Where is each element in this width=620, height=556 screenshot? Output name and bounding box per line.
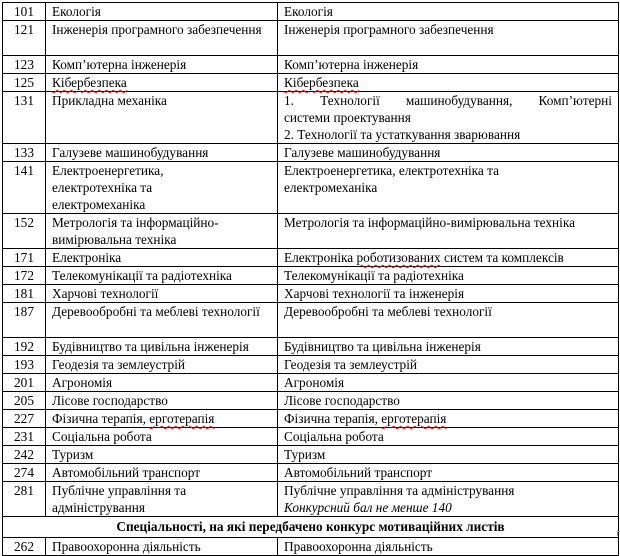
program-text: Фізична терапія, xyxy=(284,411,382,426)
table-row xyxy=(3,162,619,214)
table-row xyxy=(3,74,619,92)
specialty-cell: Геодезія та землеустрій xyxy=(46,356,278,374)
program-cell: Туризм xyxy=(278,446,619,464)
table-row xyxy=(3,338,619,356)
table-row xyxy=(3,3,619,21)
specialty-cell: Телекомунікації та радіотехніка xyxy=(46,267,278,285)
program-cell: Екологія xyxy=(278,3,619,21)
specialty-cell: Електроніка xyxy=(46,249,278,267)
program-cell: Соціальна робота xyxy=(278,428,619,446)
program-cell xyxy=(278,482,619,517)
program-cell: Метрологія та інформаційно-вимірювальна техніка xyxy=(278,214,619,249)
specialty-cell: Електроенергетика, електротехніка та електромеханіка xyxy=(46,162,278,214)
program-cell: Харчові технології та інженерія xyxy=(278,285,619,303)
code-cell: 281 xyxy=(3,482,46,517)
code-cell: 205 xyxy=(3,392,46,410)
specialty-cell: Інженерія програмного забезпечення xyxy=(46,21,278,56)
code-cell: 101 xyxy=(3,3,46,21)
section-header-row xyxy=(3,517,619,538)
code-cell: 141 xyxy=(3,162,46,214)
program-cell xyxy=(278,92,619,144)
specialty-text: Фізична терапія, xyxy=(52,411,150,426)
program-text: систем та комплексів xyxy=(440,250,564,265)
specialty-cell xyxy=(46,410,278,428)
code-cell: 193 xyxy=(3,356,46,374)
table-row xyxy=(3,538,619,556)
specialty-cell: Туризм xyxy=(46,446,278,464)
code-cell: 123 xyxy=(3,56,46,74)
specialty-cell: Будівництво та цивільна інженерія xyxy=(46,338,278,356)
table-row xyxy=(3,410,619,428)
code-cell: 227 xyxy=(3,410,46,428)
table-row xyxy=(3,303,619,338)
code-cell: 274 xyxy=(3,464,46,482)
table-row xyxy=(3,249,619,267)
code-cell: 171 xyxy=(3,249,46,267)
specialty-cell xyxy=(46,74,278,92)
specialty-cell: Автомобільний транспорт xyxy=(46,464,278,482)
specialty-cell: Лісове господарство xyxy=(46,392,278,410)
code-cell: 172 xyxy=(3,267,46,285)
program-cell: Будівництво та цивільна інженерія xyxy=(278,338,619,356)
table-row xyxy=(3,392,619,410)
specialty-cell: Деревообробні та меблеві технології xyxy=(46,303,278,338)
program-cell: Правоохоронна діяльність xyxy=(278,538,619,556)
program-cell xyxy=(278,410,619,428)
program-line: 1. Технології машинобудування, Комп’ютерні xyxy=(284,93,612,108)
code-cell: 242 xyxy=(3,446,46,464)
spellcheck-word: ерготерапія xyxy=(149,411,215,426)
table-row xyxy=(3,356,619,374)
program-cell: Інженерія програмного забезпечення xyxy=(278,21,619,56)
table-row xyxy=(3,464,619,482)
code-cell: 131 xyxy=(3,92,46,144)
table-row xyxy=(3,482,619,517)
program-cell: Лісове господарство xyxy=(278,392,619,410)
document-page xyxy=(2,2,618,556)
table-row xyxy=(3,285,619,303)
spellcheck-word: Кібербезпека xyxy=(52,75,127,90)
program-cell: Галузеве машинобудування xyxy=(278,144,619,162)
table-row xyxy=(3,21,619,56)
specialty-cell: Правоохоронна діяльність xyxy=(46,538,278,556)
program-cell: Геодезія та землеустрій xyxy=(278,356,619,374)
code-cell: 121 xyxy=(3,21,46,56)
code-cell: 192 xyxy=(3,338,46,356)
code-cell: 133 xyxy=(3,144,46,162)
table-row xyxy=(3,446,619,464)
program-cell: Телекомунікації та радіотехніка xyxy=(278,267,619,285)
code-cell: 181 xyxy=(3,285,46,303)
program-cell: Комп’ютерна інженерія xyxy=(278,56,619,74)
code-cell: 187 xyxy=(3,303,46,338)
code-cell: 231 xyxy=(3,428,46,446)
specialty-cell: Галузеве машинобудування xyxy=(46,144,278,162)
table-row xyxy=(3,374,619,392)
specialty-cell: Комп’ютерна інженерія xyxy=(46,56,278,74)
specialty-cell: Прикладна механіка xyxy=(46,92,278,144)
table-row xyxy=(3,144,619,162)
section-title: Спеціальності, на які передбачено конкурс мотиваційних листів xyxy=(3,517,619,538)
table-row xyxy=(3,267,619,285)
code-cell: 125 xyxy=(3,74,46,92)
program-text: Електроніка xyxy=(284,250,357,265)
program-text: Публічне управління та адміністрування xyxy=(284,483,515,498)
specialty-cell: Соціальна робота xyxy=(46,428,278,446)
spellcheck-word: ерготерапія xyxy=(381,411,447,426)
table-row xyxy=(3,428,619,446)
table-row xyxy=(3,92,619,144)
program-cell xyxy=(278,249,619,267)
program-cell: Електроенергетика, електротехніка та електромеханіка xyxy=(278,162,619,214)
specialty-cell: Харчові технології xyxy=(46,285,278,303)
specialty-cell: Метрологія та інформаційно-вимірювальна техніка xyxy=(46,214,278,249)
spellcheck-word: Кібербезпека xyxy=(284,75,359,90)
code-cell: 201 xyxy=(3,374,46,392)
program-note: Конкурсний бал не менше 140 xyxy=(284,500,452,515)
specialties-table xyxy=(2,2,619,556)
program-cell: Автомобільний транспорт xyxy=(278,464,619,482)
spellcheck-word: роботизованих xyxy=(356,250,441,265)
program-line: системи проектування xyxy=(284,110,411,125)
code-cell: 152 xyxy=(3,214,46,249)
program-cell: Деревообробні та меблеві технології xyxy=(278,303,619,338)
specialty-cell: Екологія xyxy=(46,3,278,21)
table-row xyxy=(3,214,619,249)
code-cell: 262 xyxy=(3,538,46,556)
specialty-cell: Агрономія xyxy=(46,374,278,392)
table-row xyxy=(3,56,619,74)
specialty-cell: Публічне управління та адміністрування xyxy=(46,482,278,517)
program-cell xyxy=(278,74,619,92)
program-line: 2. Технології та устаткування зварювання xyxy=(284,127,521,142)
program-cell: Агрономія xyxy=(278,374,619,392)
